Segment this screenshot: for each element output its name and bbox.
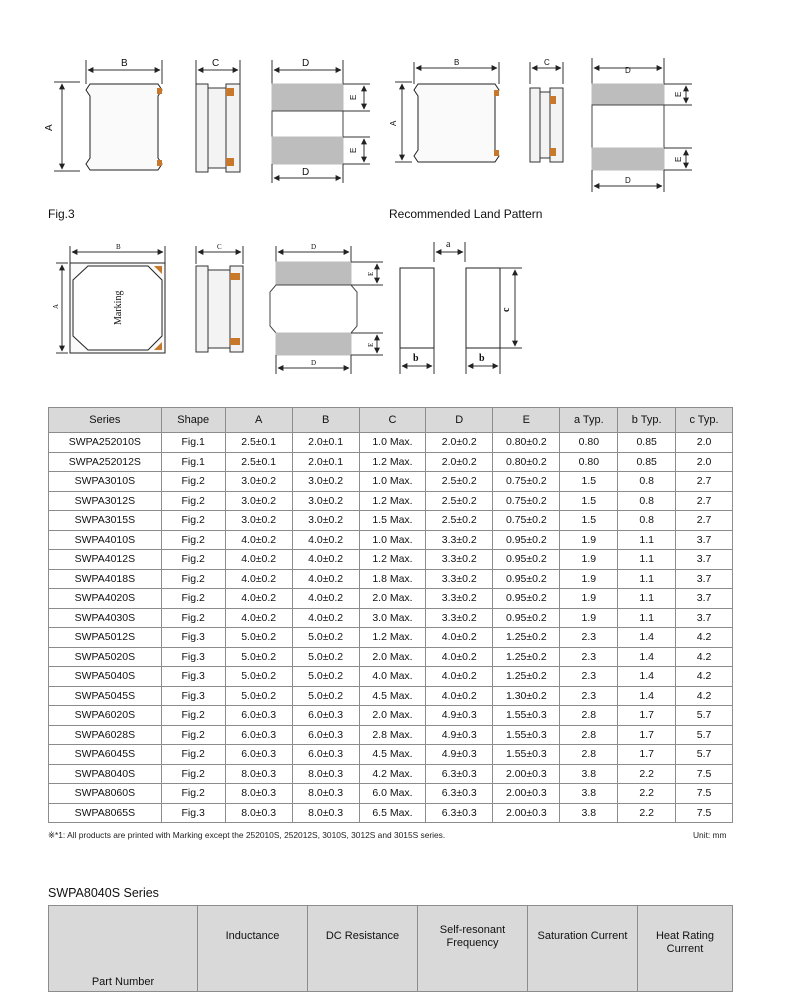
table-cell: 2.8 bbox=[560, 706, 618, 726]
table-cell: 4.0±0.2 bbox=[225, 589, 292, 609]
table-cell: 1.1 bbox=[618, 550, 676, 570]
dim-label-a-small: a bbox=[446, 239, 451, 250]
footnote: ※*1: All products are printed with Marking except the 252010S, 252012S, 3010S, 3012S and 3015S series. bbox=[48, 830, 446, 840]
table-cell: 3.7 bbox=[676, 589, 733, 609]
table-cell: Fig.2 bbox=[161, 472, 225, 492]
table-cell: 2.2 bbox=[618, 803, 676, 823]
table-cell: 3.3±0.2 bbox=[426, 608, 493, 628]
table-cell: Fig.2 bbox=[161, 530, 225, 550]
table-cell: 6.5 Max. bbox=[359, 803, 426, 823]
dimensions-header-cell: b Typ. bbox=[618, 408, 676, 433]
table-cell: Fig.2 bbox=[161, 745, 225, 765]
table-row bbox=[49, 569, 733, 589]
table-cell: Fig.2 bbox=[161, 764, 225, 784]
table-cell: 6.0 Max. bbox=[359, 784, 426, 804]
dim-label-e: E bbox=[349, 147, 358, 153]
table-cell: 2.7 bbox=[676, 511, 733, 531]
table-cell: SWPA252010S bbox=[49, 433, 162, 453]
dim-label-e: E bbox=[674, 156, 683, 162]
table-cell: 3.0±0.2 bbox=[292, 491, 359, 511]
table-cell: 3.8 bbox=[560, 764, 618, 784]
table-cell: 1.5 bbox=[560, 511, 618, 531]
table-cell: 2.0±0.2 bbox=[426, 452, 493, 472]
dimensions-header-cell: B bbox=[292, 408, 359, 433]
table-row bbox=[49, 647, 733, 667]
header-self-resonant-line2: Frequency bbox=[446, 937, 499, 949]
table-cell: 1.1 bbox=[618, 530, 676, 550]
table-cell: SWPA8060S bbox=[49, 784, 162, 804]
table-cell: 6.0±0.3 bbox=[225, 745, 292, 765]
fig3-side-view bbox=[196, 246, 243, 352]
table-row bbox=[49, 628, 733, 648]
dimensions-header-cell: a Typ. bbox=[560, 408, 618, 433]
table-cell: 4.2 bbox=[676, 686, 733, 706]
header-saturation-current: Saturation Current bbox=[528, 906, 638, 992]
table-cell: 1.55±0.3 bbox=[493, 706, 560, 726]
table-cell: 2.8 bbox=[560, 745, 618, 765]
header-dc-resistance: DC Resistance bbox=[308, 906, 418, 992]
electrical-table bbox=[48, 905, 733, 992]
table-cell: 4.0±0.2 bbox=[225, 530, 292, 550]
table-cell: SWPA5040S bbox=[49, 667, 162, 687]
series-title: SWPA8040S Series bbox=[48, 886, 159, 900]
table-cell: 6.3±0.3 bbox=[426, 803, 493, 823]
dim-label-a: A bbox=[52, 303, 60, 309]
table-cell: 0.75±0.2 bbox=[493, 472, 560, 492]
table-cell: Fig.2 bbox=[161, 608, 225, 628]
dim-label-a: A bbox=[389, 120, 398, 126]
dimensions-header-cell: E bbox=[493, 408, 560, 433]
dim-label-e: E bbox=[367, 271, 375, 276]
table-cell: 2.2 bbox=[618, 764, 676, 784]
table-cell: 5.0±0.2 bbox=[225, 686, 292, 706]
table-cell: 3.8 bbox=[560, 784, 618, 804]
table-cell: 5.0±0.2 bbox=[225, 628, 292, 648]
table-cell: 3.3±0.2 bbox=[426, 569, 493, 589]
table-cell: 4.0±0.2 bbox=[426, 628, 493, 648]
fig1-side-view bbox=[530, 62, 563, 162]
table-cell: SWPA8040S bbox=[49, 764, 162, 784]
table-cell: 2.00±0.3 bbox=[493, 764, 560, 784]
table-cell: Fig.2 bbox=[161, 550, 225, 570]
table-row bbox=[49, 530, 733, 550]
table-cell: 1.0 Max. bbox=[359, 530, 426, 550]
table-cell: 8.0±0.3 bbox=[292, 803, 359, 823]
table-cell: 1.1 bbox=[618, 608, 676, 628]
table-cell: Fig.2 bbox=[161, 589, 225, 609]
table-cell: Fig.2 bbox=[161, 569, 225, 589]
table-cell: 0.85 bbox=[618, 433, 676, 453]
table-cell: 1.7 bbox=[618, 745, 676, 765]
table-cell: 1.2 Max. bbox=[359, 628, 426, 648]
table-cell: 1.9 bbox=[560, 569, 618, 589]
table-cell: 2.2 bbox=[618, 784, 676, 804]
table-cell: 1.0 Max. bbox=[359, 433, 426, 453]
table-cell: SWPA5012S bbox=[49, 628, 162, 648]
table-row bbox=[49, 764, 733, 784]
table-cell: 6.0±0.3 bbox=[225, 706, 292, 726]
table-cell: 0.8 bbox=[618, 511, 676, 531]
fig2-top-view bbox=[54, 60, 162, 171]
table-cell: 1.5 bbox=[560, 472, 618, 492]
dim-label-e: E bbox=[349, 94, 358, 100]
table-cell: 7.5 bbox=[676, 784, 733, 804]
table-cell: 2.0 Max. bbox=[359, 589, 426, 609]
table-cell: 4.5 Max. bbox=[359, 745, 426, 765]
table-cell: 4.0±0.2 bbox=[292, 530, 359, 550]
table-cell: 0.95±0.2 bbox=[493, 530, 560, 550]
table-cell: 1.9 bbox=[560, 608, 618, 628]
table-cell: 5.0±0.2 bbox=[225, 647, 292, 667]
table-cell: 4.5 Max. bbox=[359, 686, 426, 706]
table-cell: 1.25±0.2 bbox=[493, 647, 560, 667]
table-row bbox=[49, 472, 733, 492]
table-cell: SWPA4012S bbox=[49, 550, 162, 570]
dim-label-d: D bbox=[625, 66, 631, 75]
table-cell: 4.2 bbox=[676, 647, 733, 667]
table-cell: 2.0±0.1 bbox=[292, 433, 359, 453]
fig1-bottom-view bbox=[592, 58, 692, 192]
dimensions-header-cell: c Typ. bbox=[676, 408, 733, 433]
table-cell: SWPA3012S bbox=[49, 491, 162, 511]
table-cell: 0.75±0.2 bbox=[493, 491, 560, 511]
table-cell: 2.0±0.2 bbox=[426, 433, 493, 453]
table-cell: Fig.3 bbox=[161, 667, 225, 687]
dim-label-e: E bbox=[674, 91, 683, 97]
table-cell: 4.0±0.2 bbox=[426, 667, 493, 687]
header-inductance: Inductance bbox=[198, 906, 308, 992]
table-cell: SWPA4030S bbox=[49, 608, 162, 628]
table-cell: 3.0 Max. bbox=[359, 608, 426, 628]
table-cell: 1.9 bbox=[560, 589, 618, 609]
table-cell: 2.3 bbox=[560, 686, 618, 706]
table-cell: SWPA4010S bbox=[49, 530, 162, 550]
dimensions-table bbox=[48, 407, 733, 823]
table-cell: 2.00±0.3 bbox=[493, 803, 560, 823]
table-cell: 1.4 bbox=[618, 647, 676, 667]
table-cell: 3.7 bbox=[676, 608, 733, 628]
table-cell: 2.0 Max. bbox=[359, 706, 426, 726]
table-cell: 5.0±0.2 bbox=[292, 686, 359, 706]
table-row bbox=[49, 725, 733, 745]
table-cell: 4.0±0.2 bbox=[292, 589, 359, 609]
table-cell: 1.5 Max. bbox=[359, 511, 426, 531]
table-cell: Fig.2 bbox=[161, 511, 225, 531]
table-cell: 1.5 bbox=[560, 491, 618, 511]
table-cell: 8.0±0.3 bbox=[225, 803, 292, 823]
dim-label-c-small: c bbox=[501, 307, 512, 312]
table-cell: 2.0 bbox=[676, 452, 733, 472]
table-cell: SWPA6045S bbox=[49, 745, 162, 765]
table-cell: 5.0±0.2 bbox=[292, 667, 359, 687]
table-cell: 4.2 Max. bbox=[359, 764, 426, 784]
table-cell: 0.80 bbox=[560, 452, 618, 472]
table-cell: 3.0±0.2 bbox=[225, 491, 292, 511]
table-cell: 3.0±0.2 bbox=[225, 511, 292, 531]
table-cell: 3.7 bbox=[676, 569, 733, 589]
table-cell: Fig.2 bbox=[161, 491, 225, 511]
table-row bbox=[49, 784, 733, 804]
table-cell: Fig.2 bbox=[161, 706, 225, 726]
table-cell: 3.3±0.2 bbox=[426, 550, 493, 570]
table-cell: SWPA3010S bbox=[49, 472, 162, 492]
table-cell: 4.0±0.2 bbox=[225, 569, 292, 589]
table-cell: 2.5±0.2 bbox=[426, 511, 493, 531]
table-cell: 4.0 Max. bbox=[359, 667, 426, 687]
table-cell: 1.0 Max. bbox=[359, 472, 426, 492]
table-cell: 1.9 bbox=[560, 550, 618, 570]
table-cell: 1.25±0.2 bbox=[493, 628, 560, 648]
table-cell: 2.0±0.1 bbox=[292, 452, 359, 472]
table-cell: 3.3±0.2 bbox=[426, 530, 493, 550]
table-cell: 8.0±0.3 bbox=[292, 784, 359, 804]
table-cell: 5.7 bbox=[676, 745, 733, 765]
table-cell: 0.8 bbox=[618, 472, 676, 492]
table-cell: 1.8 Max. bbox=[359, 569, 426, 589]
table-cell: 2.3 bbox=[560, 667, 618, 687]
table-cell: SWPA4020S bbox=[49, 589, 162, 609]
table-row bbox=[49, 550, 733, 570]
table-row bbox=[49, 608, 733, 628]
table-cell: 5.7 bbox=[676, 706, 733, 726]
table-row bbox=[49, 433, 733, 453]
header-self-resonant-frequency bbox=[418, 906, 528, 992]
fig1-top-view bbox=[395, 62, 499, 162]
table-cell: 2.0 bbox=[676, 433, 733, 453]
land-pattern-label: Recommended Land Pattern bbox=[389, 207, 543, 221]
fig3-label: Fig.3 bbox=[48, 207, 75, 221]
table-cell: 4.2 bbox=[676, 628, 733, 648]
table-cell: 3.0±0.2 bbox=[292, 472, 359, 492]
table-cell: 3.8 bbox=[560, 803, 618, 823]
dimensions-header-row bbox=[49, 408, 733, 433]
table-cell: 2.7 bbox=[676, 491, 733, 511]
table-cell: 6.0±0.3 bbox=[292, 745, 359, 765]
table-cell: 1.9 bbox=[560, 530, 618, 550]
table-cell: SWPA8065S bbox=[49, 803, 162, 823]
table-cell: 1.2 Max. bbox=[359, 550, 426, 570]
dim-label-c: C bbox=[212, 58, 220, 69]
table-cell: 3.7 bbox=[676, 530, 733, 550]
table-cell: Fig.2 bbox=[161, 725, 225, 745]
table-cell: 5.7 bbox=[676, 725, 733, 745]
dimensions-header-cell: A bbox=[225, 408, 292, 433]
table-cell: 1.1 bbox=[618, 589, 676, 609]
table-cell: 1.1 bbox=[618, 569, 676, 589]
table-cell: 7.5 bbox=[676, 764, 733, 784]
table-cell: 3.0±0.2 bbox=[225, 472, 292, 492]
dim-label-b: B bbox=[116, 243, 121, 251]
fig3-top-view bbox=[56, 246, 165, 353]
table-cell: 2.00±0.3 bbox=[493, 784, 560, 804]
table-cell: 4.0±0.2 bbox=[292, 608, 359, 628]
table-row bbox=[49, 803, 733, 823]
table-cell: 1.2 Max. bbox=[359, 491, 426, 511]
dim-label-b: B bbox=[121, 58, 128, 69]
table-cell: 1.7 bbox=[618, 725, 676, 745]
table-cell: 5.0±0.2 bbox=[292, 628, 359, 648]
table-cell: Fig.3 bbox=[161, 803, 225, 823]
dimensions-header-cell: Shape bbox=[161, 408, 225, 433]
table-cell: Fig.3 bbox=[161, 628, 225, 648]
table-cell: 4.0±0.2 bbox=[426, 686, 493, 706]
table-cell: 4.0±0.2 bbox=[225, 550, 292, 570]
table-row bbox=[49, 452, 733, 472]
table-cell: 6.0±0.3 bbox=[225, 725, 292, 745]
header-part-number: Part Number bbox=[49, 906, 198, 992]
table-cell: SWPA3015S bbox=[49, 511, 162, 531]
marking-label: Marking bbox=[113, 290, 124, 325]
table-cell: 4.0±0.2 bbox=[292, 569, 359, 589]
table-cell: 1.30±0.2 bbox=[493, 686, 560, 706]
table-cell: Fig.3 bbox=[161, 686, 225, 706]
table-cell: 1.4 bbox=[618, 667, 676, 687]
table-cell: Fig.1 bbox=[161, 452, 225, 472]
dim-label-c: C bbox=[217, 243, 222, 251]
component-drawings bbox=[0, 0, 790, 400]
table-cell: 2.3 bbox=[560, 647, 618, 667]
table-cell: 4.0±0.2 bbox=[426, 647, 493, 667]
dim-label-a: A bbox=[44, 124, 55, 131]
table-cell: 0.8 bbox=[618, 491, 676, 511]
table-row bbox=[49, 667, 733, 687]
fig3-bottom-view bbox=[270, 246, 383, 374]
table-cell: SWPA252012S bbox=[49, 452, 162, 472]
dim-label-c: C bbox=[544, 58, 550, 67]
table-cell: SWPA4018S bbox=[49, 569, 162, 589]
fig2-bottom-view bbox=[272, 60, 370, 183]
table-cell: 4.0±0.2 bbox=[225, 608, 292, 628]
table-cell: 2.8 Max. bbox=[359, 725, 426, 745]
table-cell: 0.95±0.2 bbox=[493, 569, 560, 589]
table-cell: 0.75±0.2 bbox=[493, 511, 560, 531]
table-cell: 0.95±0.2 bbox=[493, 608, 560, 628]
dimensions-table-body bbox=[49, 433, 733, 823]
table-cell: 8.0±0.3 bbox=[225, 784, 292, 804]
table-cell: 8.0±0.3 bbox=[225, 764, 292, 784]
dim-label-b-small: b bbox=[479, 353, 485, 364]
table-row bbox=[49, 745, 733, 765]
table-cell: 2.5±0.2 bbox=[426, 472, 493, 492]
table-cell: 1.2 Max. bbox=[359, 452, 426, 472]
table-cell: 0.80 bbox=[560, 433, 618, 453]
table-cell: SWPA6020S bbox=[49, 706, 162, 726]
table-cell: 2.5±0.1 bbox=[225, 452, 292, 472]
dim-label-d: D bbox=[311, 243, 317, 251]
table-cell: 0.95±0.2 bbox=[493, 589, 560, 609]
table-cell: 2.0 Max. bbox=[359, 647, 426, 667]
table-cell: 6.0±0.3 bbox=[292, 725, 359, 745]
table-row bbox=[49, 589, 733, 609]
table-cell: Fig.1 bbox=[161, 433, 225, 453]
dimensions-header-cell: C bbox=[359, 408, 426, 433]
table-cell: 2.3 bbox=[560, 628, 618, 648]
table-cell: 2.8 bbox=[560, 725, 618, 745]
dim-label-b: B bbox=[454, 58, 460, 67]
table-cell: 6.0±0.3 bbox=[292, 706, 359, 726]
table-cell: 5.0±0.2 bbox=[225, 667, 292, 687]
table-row bbox=[49, 511, 733, 531]
table-cell: 0.95±0.2 bbox=[493, 550, 560, 570]
dimensions-header-cell: Series bbox=[49, 408, 162, 433]
table-cell: 0.80±0.2 bbox=[493, 433, 560, 453]
table-cell: 3.3±0.2 bbox=[426, 589, 493, 609]
table-cell: 1.4 bbox=[618, 686, 676, 706]
dim-label-d: D bbox=[625, 176, 631, 185]
table-cell: SWPA5045S bbox=[49, 686, 162, 706]
table-cell: 0.85 bbox=[618, 452, 676, 472]
table-cell: Fig.2 bbox=[161, 784, 225, 804]
electrical-header-row bbox=[49, 906, 733, 992]
table-row bbox=[49, 491, 733, 511]
table-cell: 4.0±0.2 bbox=[292, 550, 359, 570]
table-cell: 1.7 bbox=[618, 706, 676, 726]
table-cell: SWPA5020S bbox=[49, 647, 162, 667]
table-cell: 7.5 bbox=[676, 803, 733, 823]
dim-label-e: E bbox=[367, 342, 375, 347]
table-cell: 8.0±0.3 bbox=[292, 764, 359, 784]
table-cell: 2.5±0.1 bbox=[225, 433, 292, 453]
table-cell: 1.25±0.2 bbox=[493, 667, 560, 687]
table-cell: SWPA6028S bbox=[49, 725, 162, 745]
table-cell: 0.80±0.2 bbox=[493, 452, 560, 472]
header-heat-rating-current: Heat Rating Current bbox=[638, 906, 733, 992]
table-cell: 1.4 bbox=[618, 628, 676, 648]
table-row bbox=[49, 706, 733, 726]
table-cell: 3.7 bbox=[676, 550, 733, 570]
table-cell: Fig.3 bbox=[161, 647, 225, 667]
dim-label-d: D bbox=[302, 167, 310, 178]
table-cell: 6.3±0.3 bbox=[426, 784, 493, 804]
dimensions-header-cell: D bbox=[426, 408, 493, 433]
table-cell: 4.9±0.3 bbox=[426, 745, 493, 765]
table-cell: 5.0±0.2 bbox=[292, 647, 359, 667]
fig2-side-view bbox=[196, 60, 240, 172]
table-cell: 4.9±0.3 bbox=[426, 706, 493, 726]
table-cell: 2.5±0.2 bbox=[426, 491, 493, 511]
table-cell: 1.55±0.3 bbox=[493, 745, 560, 765]
dim-label-b-small: b bbox=[413, 353, 419, 364]
unit-label: Unit: mm bbox=[693, 830, 727, 840]
table-cell: 1.55±0.3 bbox=[493, 725, 560, 745]
table-cell: 4.9±0.3 bbox=[426, 725, 493, 745]
table-cell: 3.0±0.2 bbox=[292, 511, 359, 531]
dim-label-d: D bbox=[302, 58, 310, 69]
table-row bbox=[49, 686, 733, 706]
header-self-resonant-line1: Self-resonant bbox=[439, 924, 506, 936]
dim-label-d: D bbox=[311, 359, 317, 367]
table-cell: 6.3±0.3 bbox=[426, 764, 493, 784]
table-cell: 4.2 bbox=[676, 667, 733, 687]
table-cell: 2.7 bbox=[676, 472, 733, 492]
